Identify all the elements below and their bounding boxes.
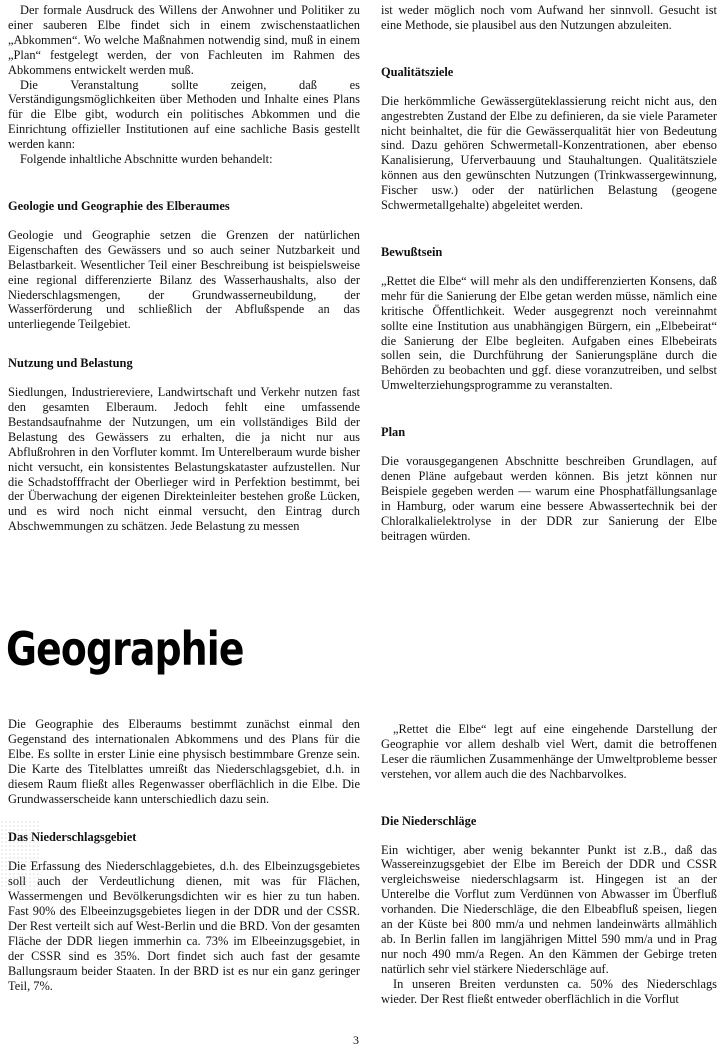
intro-paragraph: Folgende inhaltliche Abschnitte wurden behandelt: xyxy=(20,152,273,167)
geographie-intro-right: „Rettet die Elbe“ legt auf eine eingehende Darstellung der Geographie vor allem deshalb viel Wert, damit die betroffenen Leser die räumlichen Zusammenhänge der Umweltprobleme besser verstehen, vor allem auch die des Nachbarvolkes. xyxy=(381,722,717,781)
section-text-nutzung: Siedlungen, Industriereviere, Landwirtschaft und Verkehr nutzen fast den gesamten Elberaum. Jedoch fehlt eine umfassende Bestandsaufnahme der Nutzungen, um ein vollständiges Bild der Belastung des Gewässers zu erhalten, die ja nicht nur aus Abflußrohren in den Vorfluter kommt. Im Unterelberaum wurde bisher nicht versucht, ein konsistentes Belastungskataster aufzustellen. Nur die Schadstofffracht der Oberlieger wird in Perfektion bestimmt, bei der Überwachung der eigenen Direkteinleiter bestehen große Lücken, und es wird noch nicht einmal versucht, den Eintrag durch Abschwemmungen zu schätzen. Jede Belastung zu messen xyxy=(8,385,360,534)
section-heading-nutzung: Nutzung und Belastung xyxy=(8,356,133,371)
section-text-qualitaetsziele: Die herkömmliche Gewässergüteklassierung reicht nicht aus, den angestrebten Zustand der Elbe zu definieren, da sie viele Parameter nicht beinhaltet, die für die Gewässerqualität hier von Bedeutung sind. Dazu gehören Schwermetall-Konzentrationen, aber ebenso Kanalisierung, Uferverbauung und Stauhaltungen. Qualitätsziele können aus den gewünschten Nutzungen (Trinkwassergewinnung, Fischer usw.) oder der natürlichen Belastung (geogene Schwermetallgehalte) abgeleitet werden. xyxy=(381,93,717,213)
section-text-bewusstsein: „Rettet die Elbe“ will mehr als den undifferenzierten Konsens, daß mehr für die Sanierung der Elbe getan werden müsse, nämlich eine kritische Öffentlichkeit. Weder ausgegrenzt noch vereinnahmt sollte eine Institution aus unabhängigen Bürgern, ein „Elbebeirat“ die Sanierung der Elbe begleiten. Aufgaben eines Elbebeirats sollen sein, die Durchführung der Sanierungspläne durch die Behörden zu beobachten und ggf. diese voranzutreiben, und selbst Umwelterziehungsprogramme zu veranstalten. xyxy=(381,273,717,393)
column-top-right xyxy=(381,3,717,543)
section-text-niederschlaege-2: In unseren Breiten verdunsten ca. 50% des Niederschlags wieder. Der Rest fließt entweder oberflächlich in die Vorflut xyxy=(381,976,717,1006)
section-text-geologie: Geologie und Geographie setzen die Grenzen der natürlichen Eigenschaften des Gewässers und so auch seiner Nutzbarkeit und Belastbarkeit. Wesentlicher Teil einer Beschreibung ist beispielsweise eine regional differenzierte Bilanz des Wasserhaushalts, also der Niederschlagsmengen, der Grundwasserneubildung, der Wasserförderung und schließlich der Abflußspende an das unterliegende Teilgebiet. xyxy=(8,227,360,332)
section-heading-geologie: Geologie und Geographie des Elberaumes xyxy=(8,198,230,213)
column-bottom-right xyxy=(381,722,717,1007)
section-heading-niederschlagsgebiet: Das Niederschlagsgebiet xyxy=(8,830,137,845)
section-heading-plan: Plan xyxy=(381,425,406,440)
section-heading-qualitaetsziele: Qualitätsziele xyxy=(381,64,454,79)
intro-paragraph: Der formale Ausdruck des Willens der Anwohner und Politiker zu einer sauberen Elbe findet sich in einem zwischenstaatlichen „Abkommen“. Wo welche Maßnahmen notwendig sind, muß in einem „Plan“ festgelegt werden, der von Fachleuten im Rahmen des Abkommens entwickelt werden muß. xyxy=(8,3,360,77)
section-text-niederschlaege: Ein wichtiger, aber wenig bekannter Punkt ist z.B., daß das Wassereinzugsgebiet der Elbe im Bereich der DDR und CSSR vergleichsweise niederschlagsarm ist. Hingegen ist an der Unterelbe die Vorflut zum Verdünnen von Abwasser im Überfluß vorhanden. Die Niederschläge, die den Elbeabfluß speisen, liegen an der Küste bei 800 mm/a und nehmen landeinwärts allmählich ab. In Berlin fallen im langjährigen Mittel 590 mm/a und in Prag nur noch 490 mm/a Regen. An den Kämmen der Gebirge treten natürlich sehr viel stärkere Niederschläge auf. xyxy=(381,842,717,976)
section-heading-bewusstsein: Bewußtsein xyxy=(381,244,443,259)
column-top-left xyxy=(8,3,360,534)
section-text-niederschlagsgebiet: Die Erfassung des Niederschlaggebietes, d.h. des Elbeinzugsgebietes soll auch der Verdeutlichung dienen, mit was für Flächen, Wassermengen und Bevölkerungsdichten wir es hier zu tun haben. Fast 90% des Elbeeinzugsgebietes liegen in der DDR und der CSSR. Der Rest verteilt sich auf West-Berlin und die BRD. Von der gesamten Fläche der DDR liegen immerhin ca. 73% im Elbeeinzugsgebiet, in der CSSR sind es 35%. Dort findet sich auch fast der gesamte Ballungsraum beider Staaten. In der BRD ist es nur ein ganz geringer Teil, 7%. xyxy=(8,859,360,993)
section-text-plan: Die vorausgegangenen Abschnitte beschreiben Grundlagen, auf denen Pläne aufgebaut werden können. Bis jetzt können nur Beispiele gegeben werden — warum eine Phosphatfällungsanlage in Hamburg, oder warum eine bessere Abwassertechnik bei der Chloralkalielektrolyse in der DDR zur Sanierung der Elbe beitragen würden. xyxy=(381,454,717,543)
page-title: Geographie xyxy=(6,622,244,676)
section-heading-niederschlaege: Die Niederschläge xyxy=(381,813,477,828)
column-bottom-left xyxy=(8,717,360,994)
geographie-intro: Die Geographie des Elberaums bestimmt zunächst einmal den Gegenstand des internationalen Abkommens und des Plans für die Elbe. Es sollte in erster Linie eine physisch bestimmbare Grenze sein. Die Karte des Titelblattes umreißt das Niederschlagsgebiet, d.h. in diesem Raum fließt alles Regenwasser oberflächlich in die Elbe. Die Grundwasserscheide kann unterschiedlich dazu sein. xyxy=(8,717,360,806)
continuation-paragraph: ist weder möglich noch vom Aufwand her sinnvoll. Gesucht ist eine Methode, sie plausibel aus den Nutzungen abzuleiten. xyxy=(381,3,717,32)
intro-paragraph: Die Veranstaltung sollte zeigen, daß es Verständigungsmöglichkeiten über Methoden und Inhalte eines Plans für die Elbe gibt, wodurch ein politisches Abkommen und die Einrichtung offizieller Institutionen auf eine sachliche Basis gestellt werden kann: xyxy=(8,77,360,152)
page-number: 3 xyxy=(353,1033,359,1047)
